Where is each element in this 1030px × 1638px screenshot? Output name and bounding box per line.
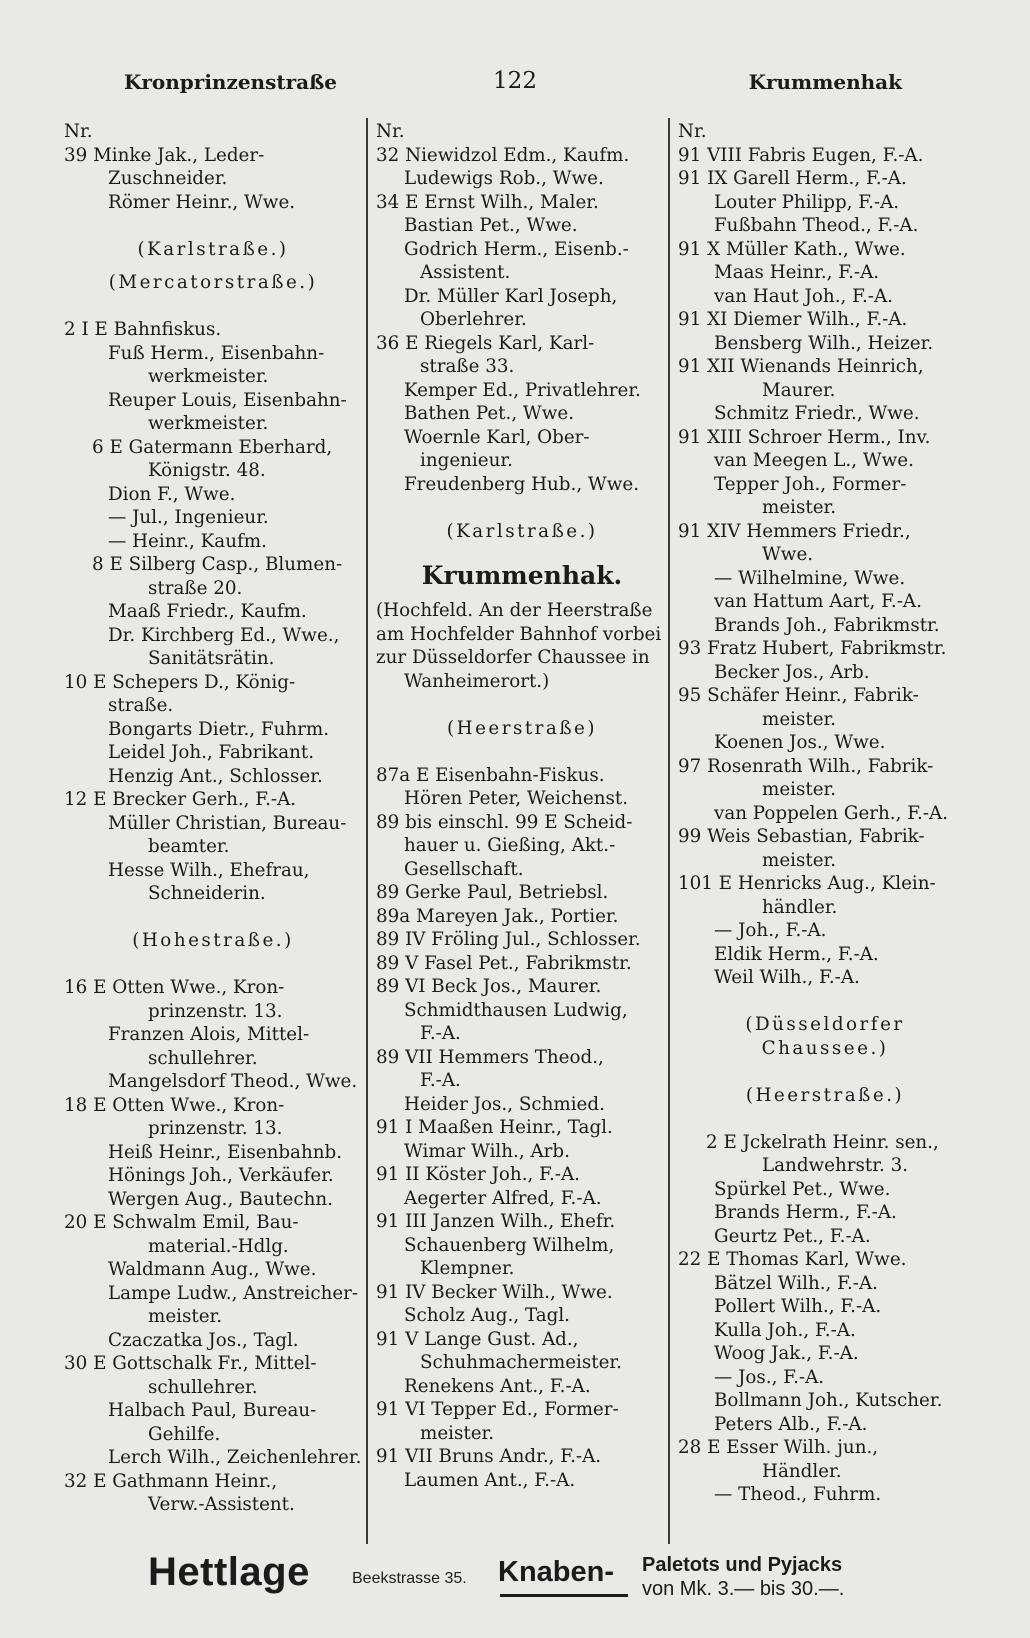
directory-line: am Hochfelder Bahnhof vorbei	[376, 623, 662, 645]
directory-line: Henzig Ant., Schlosser.	[108, 765, 323, 787]
directory-line: Woernle Karl, Ober-	[404, 426, 590, 448]
directory-line: F.-A.	[420, 1070, 461, 1091]
directory-line: 2 I E Bahnfiskus.	[64, 319, 222, 340]
directory-line: 91 III Janzen Wilh., Ehefr.	[376, 1211, 616, 1232]
directory-line: van Haut Joh., F.-A.	[714, 285, 893, 307]
directory-line: Freudenberg Hub., Wwe.	[404, 473, 640, 495]
directory-line: Nr.	[376, 121, 405, 142]
spacer	[376, 543, 668, 553]
directory-line: prinzenstr. 13.	[148, 1000, 283, 1022]
column-1	[64, 120, 362, 1517]
directory-line: Bollmann Joh., Kutscher.	[714, 1390, 943, 1411]
street-heading: (Heerstraße)	[447, 717, 597, 739]
directory-line: Schmidthausen Ludwig,	[404, 999, 628, 1021]
directory-line: meister.	[762, 497, 837, 518]
directory-line: — Jos., F.-A.	[714, 1366, 825, 1388]
directory-line: Koenen Jos., Wwe.	[714, 732, 886, 753]
directory-line: Kemper Ed., Privatlehrer.	[404, 379, 641, 401]
street-heading: (Düsseldorfer	[745, 1014, 905, 1035]
column-3	[678, 120, 972, 1507]
directory-line: Tepper Joh., Former-	[714, 473, 907, 495]
directory-line: schullehrer.	[148, 1047, 258, 1069]
directory-line: Landwehrstr. 3.	[762, 1155, 909, 1176]
directory-line: 34 E Ernst Wilh., Maler.	[376, 191, 599, 213]
directory-line: meister.	[762, 708, 837, 730]
directory-line: Fuß Herm., Eisenbahn-	[108, 342, 325, 364]
column-divider	[668, 118, 670, 1544]
directory-line: Maaß Friedr., Kaufm.	[108, 601, 307, 622]
directory-line: Weil Wilh., F.-A.	[714, 967, 860, 988]
directory-line: Assistent.	[420, 262, 511, 283]
directory-line: — Heinr., Kaufm.	[108, 530, 267, 552]
directory-line: straße 20.	[148, 577, 243, 599]
spacer	[64, 295, 362, 319]
directory-line: Wwe.	[762, 544, 814, 565]
column-divider	[366, 118, 368, 1544]
directory-line: Godrich Herm., Eisenb.-	[404, 238, 629, 260]
directory-line: 12 E Brecker Gerh., F.-A.	[64, 789, 297, 810]
directory-line: 8 E Silberg Casp., Blumen-	[92, 554, 343, 575]
spacer	[678, 990, 972, 1014]
directory-line: Fußbahn Theod., F.-A.	[714, 215, 919, 236]
directory-line: Brands Herm., F.-A.	[714, 1202, 897, 1223]
directory-line: Spürkel Pet., Wwe.	[714, 1178, 891, 1200]
directory-line: straße.	[108, 695, 174, 716]
directory-line: 2 E Jckelrath Heinr. sen.,	[706, 1131, 939, 1153]
directory-line: — Joh., F.-A.	[714, 920, 827, 941]
directory-line: F.-A.	[420, 1023, 461, 1044]
directory-line: Louter Philipp, F.-A.	[714, 191, 900, 213]
directory-line: Dr. Müller Karl Joseph,	[404, 285, 618, 307]
directory-line: 91 V Lange Gust. Ad.,	[376, 1328, 579, 1350]
directory-line: Händler.	[762, 1460, 842, 1482]
directory-line: 16 E Otten Wwe., Kron-	[64, 977, 285, 998]
header-street-left: Kronprinzenstraße	[124, 70, 337, 94]
directory-line: van Poppelen Gerh., F.-A.	[714, 802, 949, 824]
directory-line: Bensberg Wilh., Heizer.	[714, 332, 934, 354]
ad-paletots: Paletots und Pyjacks	[642, 1554, 843, 1576]
directory-line: (Hochfeld. An der Heerstraße	[376, 600, 653, 621]
directory-line: Klempner.	[420, 1258, 515, 1279]
section-title: Krummenhak.	[421, 561, 623, 590]
directory-line: Wergen Aug., Bautechn.	[108, 1188, 333, 1210]
spacer	[376, 693, 668, 717]
directory-line: werkmeister.	[148, 366, 269, 387]
directory-line: 32 E Gathmann Heinr.,	[64, 1470, 278, 1492]
directory-line: Schmitz Friedr., Wwe.	[714, 403, 920, 424]
directory-line: Oberlehrer.	[420, 309, 527, 330]
column-2	[376, 120, 668, 1492]
directory-line: Halbach Paul, Bureau-	[108, 1400, 317, 1421]
directory-line: Geurtz Pet., F.-A.	[714, 1225, 871, 1247]
directory-line: 89 VI Beck Jos., Maurer.	[376, 976, 602, 997]
directory-line: ingenieur.	[420, 450, 513, 471]
directory-line: 30 E Gottschalk Fr., Mittel-	[64, 1353, 317, 1374]
street-heading: (Mercatorstraße.)	[108, 272, 318, 293]
directory-line: Renekens Ant., F.-A.	[404, 1375, 591, 1397]
directory-line: Müller Christian, Bureau-	[108, 812, 347, 834]
directory-line: Eldik Herm., F.-A.	[714, 943, 879, 965]
directory-line: meister.	[148, 1306, 223, 1327]
street-heading: Chaussee.)	[761, 1037, 889, 1059]
directory-line: van Meegen L., Wwe.	[714, 450, 914, 471]
directory-line: beamter.	[148, 836, 230, 857]
directory-line: 10 E Schepers D., König-	[64, 671, 296, 693]
directory-line: Hönings Joh., Verkäufer.	[108, 1165, 334, 1186]
directory-line: Bätzel Wilh., F.-A.	[714, 1272, 878, 1294]
directory-line: Hesse Wilh., Ehefrau,	[108, 859, 310, 881]
ad-knaben: Knaben-	[498, 1556, 614, 1588]
directory-line: 91 VI Tepper Ed., Former-	[376, 1399, 619, 1420]
directory-line: Bastian Pet., Wwe.	[404, 215, 578, 236]
directory-line: Schauenberg Wilhelm,	[404, 1234, 615, 1256]
spacer	[64, 261, 362, 271]
directory-line: Zuschneider.	[108, 168, 228, 189]
spacer	[64, 953, 362, 977]
directory-line: Dr. Kirchberg Ed., Wwe.,	[108, 624, 340, 646]
directory-line: 91 XIV Hemmers Friedr.,	[678, 520, 911, 542]
directory-line: Leidel Joh., Fabrikant.	[108, 742, 315, 763]
directory-line: Bathen Pet., Wwe.	[404, 403, 575, 424]
directory-line: — Theod., Fuhrm.	[714, 1484, 882, 1505]
directory-line: 20 E Schwalm Emil, Bau-	[64, 1212, 299, 1233]
directory-line: Lampe Ludw., Anstreicher-	[108, 1282, 359, 1304]
directory-line: Lerch Wilh., Zeichenlehrer.	[108, 1447, 362, 1468]
directory-line: Peters Alb., F.-A.	[714, 1413, 868, 1435]
directory-line: Czaczatka Jos., Tagl.	[108, 1329, 299, 1351]
directory-line: 91 IX Garell Herm., F.-A.	[678, 168, 907, 189]
directory-line: 93 Fratz Hubert, Fabrikmstr.	[678, 638, 947, 659]
directory-line: meister.	[420, 1422, 495, 1444]
directory-line: 91 XII Wienands Heinrich,	[678, 356, 924, 377]
directory-line: 89 Gerke Paul, Betriebsl.	[376, 882, 609, 903]
page-number: 122	[493, 68, 537, 94]
directory-line: 89 VII Hemmers Theod.,	[376, 1046, 604, 1068]
directory-line: 91 XI Diemer Wilh., F.-A.	[678, 309, 908, 330]
directory-line: Nr.	[64, 121, 93, 142]
directory-line: hauer u. Gießing, Akt.-	[404, 835, 616, 856]
directory-line: 89 bis einschl. 99 E Scheid-	[376, 811, 633, 833]
directory-line: — Wilhelmine, Wwe.	[714, 567, 906, 589]
directory-line: Heiß Heinr., Eisenbahnb.	[108, 1141, 343, 1163]
directory-line: meister.	[762, 779, 837, 800]
directory-line: Becker Jos., Arb.	[714, 661, 870, 683]
directory-line: Sanitätsrätin.	[148, 648, 275, 669]
directory-line: Mangelsdorf Theod., Wwe.	[108, 1071, 358, 1092]
directory-line: 18 E Otten Wwe., Kron-	[64, 1094, 285, 1116]
directory-line: 97 Rosenrath Wilh., Fabrik-	[678, 755, 934, 777]
directory-line: Hören Peter, Weichenst.	[404, 788, 629, 809]
spacer	[64, 214, 362, 238]
directory-line: Maurer.	[762, 379, 836, 401]
spacer	[678, 1107, 972, 1131]
directory-line: Wimar Wilh., Arb.	[404, 1140, 570, 1162]
directory-line: 22 E Thomas Karl, Wwe.	[678, 1249, 907, 1270]
directory-line: Bongarts Dietr., Fuhrm.	[108, 718, 330, 740]
street-heading: (Karlstraße.)	[137, 238, 289, 260]
page-header	[0, 66, 1030, 106]
directory-line: Verw.-Assistent.	[148, 1494, 295, 1515]
directory-line: 28 E Esser Wilh. jun.,	[678, 1437, 879, 1458]
directory-line: Franzen Alois, Mittel-	[108, 1024, 310, 1045]
directory-line: 89a Mareyen Jak., Portier.	[376, 905, 619, 927]
directory-line: Dion F., Wwe.	[108, 483, 236, 505]
directory-line: 32 Niewidzol Edm., Kaufm.	[376, 144, 630, 166]
directory-line: straße 33.	[420, 356, 515, 377]
directory-line: Gesellschaft.	[404, 858, 524, 880]
directory-line: prinzenstr. 13.	[148, 1118, 283, 1139]
directory-line: Reuper Louis, Eisenbahn-	[108, 389, 347, 411]
directory-line: Königstr. 48.	[148, 460, 266, 481]
directory-line: van Hattum Aart, F.-A.	[714, 591, 922, 612]
directory-line: Kulla Joh., F.-A.	[714, 1319, 856, 1341]
directory-line: Schuhmachermeister.	[420, 1352, 622, 1373]
directory-line: zur Düsseldorfer Chaussee in	[376, 647, 650, 668]
ad-underline	[500, 1594, 628, 1597]
spacer	[376, 740, 668, 764]
spacer	[678, 1060, 972, 1084]
directory-line: Scholz Aug., Tagl.	[404, 1305, 570, 1326]
ad-address: Beekstrasse 35.	[352, 1570, 467, 1587]
directory-line: Ludewigs Rob., Wwe.	[404, 168, 604, 189]
directory-line: schullehrer.	[148, 1376, 258, 1398]
directory-line: 91 I Maaßen Heinr., Tagl.	[376, 1117, 613, 1138]
directory-line: 91 II Köster Joh., F.-A.	[376, 1164, 580, 1185]
ad-brand: Hettlage	[148, 1550, 310, 1594]
directory-line: Wanheimerort.)	[404, 670, 550, 692]
street-heading: (Karlstraße.)	[446, 520, 598, 542]
street-heading: (Heerstraße.)	[745, 1084, 905, 1106]
directory-line: meister.	[762, 849, 837, 871]
header-street-right: Krummenhak	[748, 70, 902, 94]
directory-line: händler.	[762, 896, 838, 918]
directory-line: material.-Hdlg.	[148, 1235, 289, 1257]
directory-line: Maas Heinr., F.-A.	[714, 262, 880, 283]
directory-line: 89 IV Fröling Jul., Schlosser.	[376, 929, 641, 950]
street-heading: (Hohestraße.)	[132, 930, 294, 951]
directory-line: Pollert Wilh., F.-A.	[714, 1296, 882, 1317]
directory-line: 91 XIII Schroer Herm., Inv.	[678, 426, 931, 448]
directory-line: 87a E Eisenbahn-Fiskus.	[376, 764, 605, 786]
directory-line: werkmeister.	[148, 413, 269, 434]
directory-line: Heider Jos., Schmied.	[404, 1093, 605, 1115]
directory-line: 91 VIII Fabris Eugen, F.-A.	[678, 144, 924, 166]
directory-line: Waldmann Aug., Wwe.	[108, 1259, 317, 1280]
directory-line: 36 E Riegels Karl, Karl-	[376, 332, 595, 354]
spacer	[376, 496, 668, 520]
ad-price: von Mk. 3.— bis 30.—.	[642, 1578, 845, 1600]
directory-line: Schneiderin.	[148, 883, 266, 904]
directory-line: 89 V Fasel Pet., Fabrikmstr.	[376, 952, 632, 974]
directory-line: 101 E Henricks Aug., Klein-	[678, 873, 936, 894]
directory-line: 95 Schäfer Heinr., Fabrik-	[678, 685, 919, 706]
directory-line: Woog Jak., F.-A.	[714, 1343, 859, 1364]
directory-line: 91 VII Bruns Andr., F.-A.	[376, 1446, 602, 1467]
spacer	[64, 906, 362, 930]
directory-line: — Jul., Ingenieur.	[108, 507, 269, 528]
directory-line: Brands Joh., Fabrikmstr.	[714, 614, 940, 636]
directory-line: 6 E Gatermann Eberhard,	[92, 436, 333, 458]
directory-line: Nr.	[678, 121, 707, 142]
directory-line: Römer Heinr., Wwe.	[108, 191, 296, 213]
directory-line: 39 Minke Jak., Leder-	[64, 144, 265, 166]
advertisement	[0, 1550, 1030, 1620]
directory-line: 99 Weis Sebastian, Fabrik-	[678, 826, 925, 847]
directory-line: Laumen Ant., F.-A.	[404, 1469, 576, 1491]
directory-line: Gehilfe.	[148, 1423, 221, 1445]
directory-line: 91 IV Becker Wilh., Wwe.	[376, 1281, 613, 1303]
directory-line: 91 X Müller Kath., Wwe.	[678, 238, 906, 260]
directory-line: Aegerter Alfred, F.-A.	[404, 1187, 602, 1209]
